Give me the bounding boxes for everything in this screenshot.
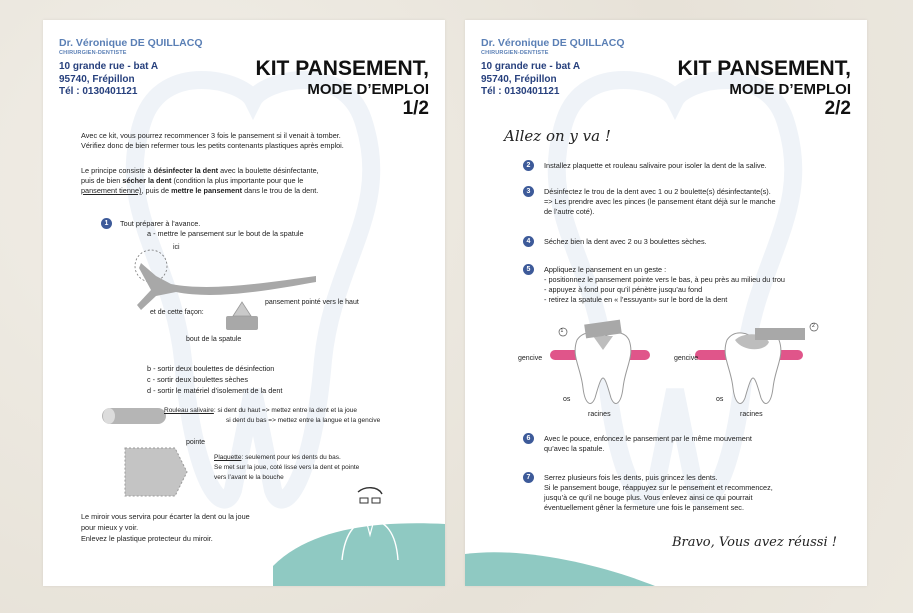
miroir-line3: Enlevez le plastique protecteur du miroir. — [81, 534, 213, 543]
miroir-line2: pour mieux y voir. — [81, 523, 139, 532]
step5-line2: - positionnez le pansement pointe vers le bas, à peu près au milieu du trou — [544, 275, 785, 284]
step-number-3: 3 — [523, 186, 534, 197]
label-racines-2: racines — [740, 411, 763, 418]
specialty: CHIRURGIEN-DENTISTE — [481, 50, 549, 56]
address-city: 95740, Frépillon — [481, 73, 557, 85]
step7-line2: Si le pansement bouge, réappuyez sur le pensement et recommencez, — [544, 483, 773, 492]
plaquette-illustration — [121, 444, 191, 502]
title-line1: KIT PANSEMENT, — [677, 57, 851, 80]
step6-line2: qu’avec la spatule. — [544, 444, 605, 453]
step5-line3: - appuyez à fond pour qu’il pénètre jusqu’au fond — [544, 285, 703, 294]
circled-number-2: 2 — [812, 323, 815, 329]
step7-line3: jusqu’à ce qu’il ne bouge plus. Vous enlevez ainsi ce qui pourrait — [544, 493, 753, 502]
allez-heading: Allez on y va ! — [504, 127, 611, 145]
salivary-roll-illustration — [100, 406, 168, 426]
step3-line1: Désinfectez le trou de la dent avec 1 ou 2 boulette(s) désinfectante(s). — [544, 187, 771, 196]
address-line: 10 grande rue - bat A — [481, 61, 581, 72]
specialty: CHIRURGIEN-DENTISTE — [59, 50, 127, 56]
step6-line1: Avec le pouce, enfoncez le pansement par le même mouvement — [544, 434, 752, 443]
title-line2: MODE D’EMPLOI — [729, 81, 851, 98]
address-block — [481, 61, 580, 99]
step-number-4: 4 — [523, 236, 534, 247]
label-pointe: pointe — [186, 439, 206, 446]
label-bout-spatule: bout de la spatule — [186, 336, 242, 343]
principle-line3: pansement tienne), puis de mettre le pansement dans le trou de la dent. — [81, 186, 319, 195]
step1b-text: b - sortir deux boulettes de désinfection — [147, 364, 275, 373]
label-racines-1: racines — [588, 411, 611, 418]
address-block — [59, 61, 158, 99]
page-title — [256, 58, 429, 118]
miroir-line1: Le miroir vous servira pour écarter la dent ou la joue — [81, 512, 250, 521]
step5-line1: Appliquez le pansement en un geste : — [544, 265, 667, 274]
plaquette-line3: vers l’avant le la bouche — [214, 474, 284, 481]
principle-line2: puis de bien sécher la dent (condition la plus importante pour que le — [81, 176, 304, 185]
phone: Tél : 0130401121 — [59, 86, 138, 97]
label-pointe-vers-haut: pansement pointé vers le haut — [265, 299, 359, 306]
label-gencive-2: gencive — [674, 355, 699, 362]
step3-line2: => Les prendre avec les pinces (le pansement étant déjà sur le manche — [544, 197, 776, 206]
title-page-number: 1/2 — [402, 98, 429, 119]
bravo-message: Bravo, Vous avez réussi ! — [671, 535, 837, 550]
step7-line4: éventuellement gêner la fermeture une fois le pansement sec. — [544, 503, 744, 512]
title-line1: KIT PANSEMENT, — [255, 57, 429, 80]
instruction-page-2 — [465, 20, 867, 586]
page-title — [678, 58, 851, 118]
step4-text: Séchez bien la dent avec 2 ou 3 boulettes sèches. — [544, 237, 707, 246]
principle-line1: Le principe consiste à désinfecter la dent avec la boulette désinfectante, — [81, 166, 319, 175]
step-number-7: 7 — [523, 472, 534, 483]
rouleau-line2: si dent du bas => mettez entre la langue et la gencive — [226, 417, 381, 424]
dentist-illustration — [330, 480, 410, 560]
label-gencive-1: gencive — [518, 355, 543, 362]
title-page-number: 2/2 — [824, 98, 851, 119]
address-city: 95740, Frépillon — [59, 73, 135, 85]
label-os-2: os — [716, 396, 724, 403]
plaquette-line1: Plaquette: seulement pour les dents du bas. — [214, 454, 341, 461]
title-line2: MODE D’EMPLOI — [307, 81, 429, 98]
step-number-5: 5 — [523, 264, 534, 275]
step-number-2: 2 — [523, 160, 534, 171]
step-number-6: 6 — [523, 433, 534, 444]
plaquette-line2: Se met sur la joue, coté lisse vers la dent et pointe — [214, 464, 360, 471]
tooth-diagram-2 — [695, 318, 835, 418]
intro-line2: Vérifiez donc de bien refermer tous les petits contenants plastiques après emploi. — [81, 141, 344, 150]
step1a-text: a - mettre le pansement sur le bout de la spatule — [147, 229, 304, 238]
intro-line1: Avec ce kit, vous pourrez recommencer 3 fois le pansement si il venait à tomber. — [81, 131, 341, 140]
address-line: 10 grande rue - bat A — [59, 61, 159, 72]
step3-line3: de l’autre coté). — [544, 207, 595, 216]
label-os-1: os — [563, 396, 571, 403]
circled-number-1: 1 — [560, 328, 564, 334]
step5-line4: - retirez la spatule en « l’essuyant» sur le bord de la dent — [544, 295, 728, 304]
instruction-page-1 — [43, 20, 445, 586]
doctor-name: Dr. Véronique DE QUILLACQ — [481, 37, 625, 49]
doctor-name: Dr. Véronique DE QUILLACQ — [59, 37, 203, 49]
step1c-text: c - sortir deux boulettes sèches — [147, 375, 248, 384]
step2-text: Installez plaquette et rouleau salivaire pour isoler la dent de la salive. — [544, 161, 767, 170]
label-et-de-cette-facon: et de cette façon: — [150, 309, 204, 316]
step-number-1: 1 — [101, 218, 112, 229]
step7-line1: Serrez plusieurs fois les dents, puis grincez les dents. — [544, 473, 718, 482]
label-ici: ici — [173, 244, 180, 251]
phone: Tél : 0130401121 — [481, 86, 560, 97]
step1d-text: d - sortir le matériel d’isolement de la dent — [147, 386, 283, 395]
step1-text: Tout préparer à l’avance. — [120, 219, 201, 228]
rouleau-line1: Rouleau salivaire: si dent du haut => mettez entre la dent et la joue — [164, 407, 357, 414]
